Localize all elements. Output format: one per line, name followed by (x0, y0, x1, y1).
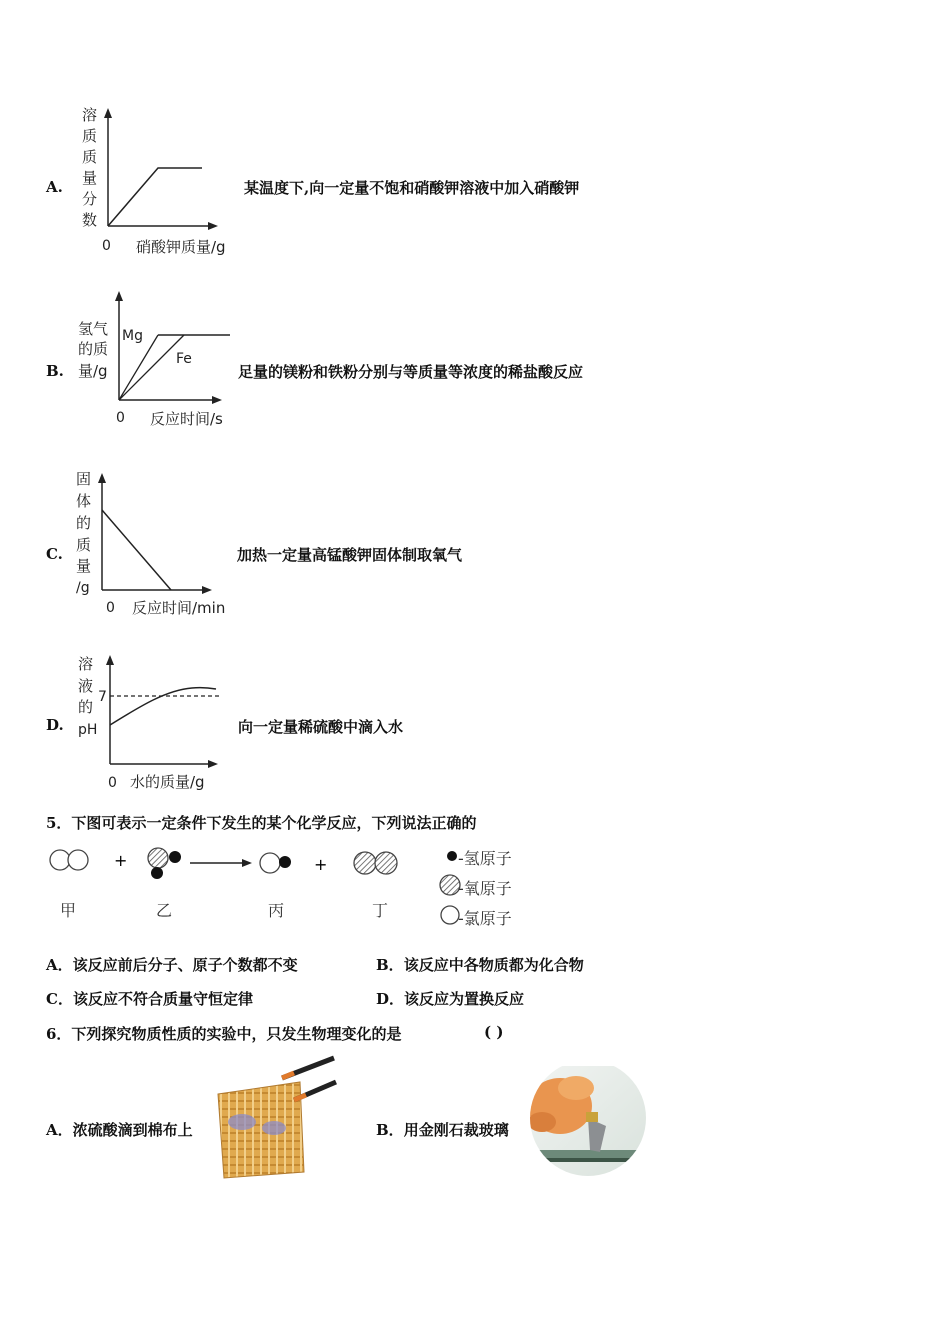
acid-stain-icon (262, 1121, 286, 1135)
question-6-stem: 6．下列探究物质性质的实验中，只发生物理变化的是 (46, 1025, 402, 1043)
graph-a-ylabel-2: 质 (82, 127, 98, 145)
graph-d-ylabel-4: pH (78, 722, 98, 738)
graph-a-xlabel: 硝酸钾质量/g (136, 238, 226, 256)
q5-option-b (376, 954, 584, 975)
option-a-letter: A. (46, 178, 63, 196)
q6-option-b-letter: B． (376, 1121, 404, 1139)
graph-d-ylabel-3: 的 (78, 698, 94, 716)
q5-option-d-text: 该反应为置换反应 (404, 990, 525, 1008)
graph-a-ylabel-6: 数 (82, 211, 98, 229)
graph-d-curve (110, 688, 216, 725)
question-6-answer-paren: ( ) (484, 1023, 504, 1041)
graph-b (74, 284, 324, 434)
graph-a-ylabel-3: 质 (82, 148, 98, 166)
name-yi: 乙 (156, 901, 173, 920)
option-d-description: 向一定量稀硫酸中滴入水 (238, 718, 404, 736)
q5-option-c-text: 该反应不符合质量守恒定律 (72, 990, 253, 1008)
graph-d-x-arrow (208, 760, 218, 768)
reaction-arrow-head (242, 859, 252, 867)
graph-c-xlabel: 反应时间/min (132, 599, 226, 617)
graph-d-seven: 7 (98, 689, 107, 705)
option-b-letter: B. (46, 362, 64, 380)
question-5-stem: 5．下图可表示一定条件下发生的某个化学反应，下列说法正确的 (46, 814, 477, 832)
glass-cutting-illustration (528, 1066, 648, 1176)
q5-option-b-text: 该反应中各物质都为化合物 (403, 956, 584, 974)
reaction-diagram (46, 840, 466, 890)
graph-a-x-arrow (208, 222, 218, 230)
q6-option-b (376, 1119, 509, 1140)
acid-stain-icon (228, 1114, 256, 1130)
name-jia: 甲 (60, 901, 77, 920)
q5-option-d-letter: D． (376, 990, 405, 1008)
graph-a-ylabel-1: 溶 (82, 106, 98, 124)
q6-option-a (46, 1119, 193, 1140)
molecule-yi (148, 848, 181, 879)
legend-hydrogen-icon (447, 851, 457, 861)
option-a-description: 某温度下,向一定量不饱和硝酸钾溶液中加入硝酸钾 (244, 179, 580, 197)
graph-d-y-arrow (106, 655, 114, 665)
legend-chlorine-label: -氯原子 (458, 909, 512, 928)
graph-b-ylabel-3: 量/g (78, 362, 108, 380)
name-ding: 丁 (372, 901, 389, 920)
graph-b-mg-label: Mg (122, 328, 143, 344)
graph-c-ylabel-3: 的 (76, 514, 92, 532)
q5-option-c-letter: C． (46, 990, 73, 1008)
q5-option-a-text: 该反应前后分子、原子个数都不变 (72, 956, 298, 974)
legend-oxygen-label: -氧原子 (458, 879, 512, 898)
graph-c-curve (102, 510, 171, 590)
legend-oxygen-icon (440, 875, 460, 895)
molecule-bing (260, 853, 291, 873)
graph-c-ylabel-4: 质 (76, 536, 92, 554)
graph-a-ylabel-4: 量 (82, 169, 98, 187)
graph-b-y-arrow (115, 291, 123, 301)
graph-c-ylabel-2: 体 (76, 492, 92, 510)
graph-b-origin: 0 (116, 410, 125, 426)
q5-option-c (46, 988, 253, 1009)
molecule-ding (354, 852, 397, 874)
cloth-icon (218, 1082, 304, 1178)
option-d-letter: D. (46, 716, 64, 734)
q6-option-b-text: 用金刚石裁玻璃 (403, 1121, 509, 1139)
dropper-icon (282, 1058, 334, 1078)
graph-b-ylabel-2: 的质 (78, 340, 109, 358)
graph-d-ylabel-1: 溶 (78, 655, 94, 673)
legend-hydrogen-label: -氢原子 (458, 849, 512, 868)
graph-c (70, 462, 310, 622)
plus-sign-1: + (114, 851, 128, 870)
cotton-cloth-illustration (212, 1052, 342, 1182)
graph-a-curve (108, 168, 202, 226)
q6-option-a-letter: A． (46, 1121, 73, 1139)
graph-b-xlabel: 反应时间/s (150, 410, 223, 428)
option-c-description: 加热一定量高锰酸钾固体制取氧气 (237, 546, 463, 564)
q5-option-a (46, 954, 298, 975)
graph-b-ylabel-1: 氢气 (78, 320, 109, 338)
glass-pane-icon (528, 1150, 648, 1158)
q5-option-b-letter: B． (376, 956, 404, 974)
graph-c-ylabel-6: /g (76, 580, 90, 596)
graph-a-origin: 0 (102, 238, 111, 254)
name-bing: 丙 (268, 901, 285, 920)
q5-option-d (376, 988, 524, 1009)
graph-c-ylabel-1: 固 (76, 470, 92, 488)
graph-b-fe-label: Fe (176, 351, 192, 367)
graph-c-y-arrow (98, 473, 106, 483)
graph-a-ylabel-5: 分 (82, 190, 98, 208)
graph-d-ylabel-2: 液 (78, 677, 94, 695)
graph-d-origin: 0 (108, 775, 117, 791)
plus-sign-2: + (314, 855, 328, 874)
graph-a-y-arrow (104, 108, 112, 118)
graph-c-x-arrow (202, 586, 212, 594)
molecule-jia (50, 850, 88, 870)
graph-b-x-arrow (212, 396, 222, 404)
option-c-letter: C. (46, 545, 63, 563)
q5-option-a-letter: A． (46, 956, 73, 974)
graph-d-xlabel: 水的质量/g (130, 773, 205, 791)
legend-chlorine-icon (441, 906, 459, 924)
q6-option-a-text: 浓硫酸滴到棉布上 (72, 1121, 193, 1139)
graph-c-origin: 0 (106, 600, 115, 616)
graph-c-ylabel-5: 量 (76, 557, 92, 575)
option-b-description: 足量的镁粉和铁粉分别与等质量等浓度的稀盐酸反应 (238, 363, 584, 381)
